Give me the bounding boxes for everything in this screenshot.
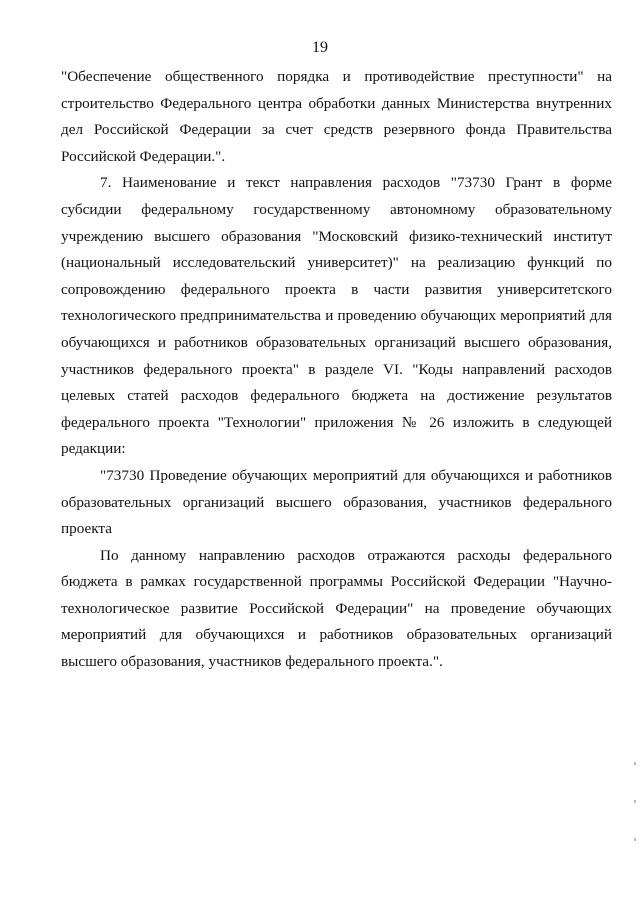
- scan-mark: [634, 800, 636, 803]
- paragraph-continuation: "Обеспечение общественного порядка и противодействие преступности" на строительство Федерального центра обработки данных Министерства внутренних дел Российской Федерации за счет средств резервного фонда Правительства Российской Федерации.".: [61, 68, 612, 165]
- paragraph-item-7: 7. Наименование и текст направления расходов "73730 Грант в форме субсидии федеральному государственному автономному образовательному учреждению высшего образования "Московский физико-технический институт (национальный исследовательский университет)" на реализацию функций по сопровождению федерального проекта в части развития университетского технологического предпринимательства и проведению обучающих мероприятий для обучающихся и работников образовательных организаций высшего образования, участников федерального проекта" в разделе VI. "Коды направлений расходов целевых статей расходов федерального бюджета на достижение результатов федерального проекта "Технологии" приложения № 26 изложить в следующей редакции:: [61, 174, 612, 458]
- document-body: [61, 64, 612, 676]
- scan-mark: [634, 838, 636, 841]
- scan-mark: [634, 762, 636, 765]
- page-number: 19: [312, 39, 328, 56]
- paragraph-new-code-description: По данному направлению расходов отражаются расходы федерального бюджета в рамках государственной программы Российской Федерации "Научно-технологическое развитие Российской Федерации" на проведение обучающих мероприятий для обучающихся и работников образовательных организаций высшего образования, участников федерального проекта.".: [61, 546, 612, 671]
- paragraph-new-code-title: "73730 Проведение обучающих мероприятий для обучающихся и работников образовательных организаций высшего образования, участников федерального проекта: [61, 466, 612, 538]
